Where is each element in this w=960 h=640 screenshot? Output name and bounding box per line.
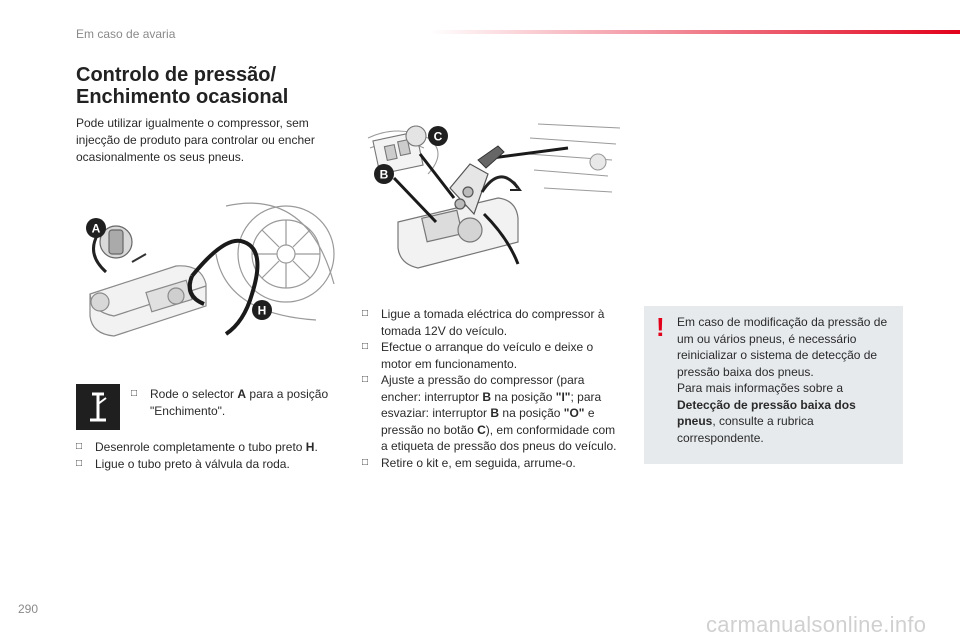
page-title — [76, 64, 288, 108]
checkbox-bullet-icon: □ — [362, 308, 369, 319]
exclamation-icon: ! — [656, 312, 665, 342]
left-step-list-2 — [76, 439, 346, 472]
header-accent-bar — [430, 30, 960, 34]
list-item: □ Ajuste a pressão do compressor (para encher: interruptor B na posição "I"; para esvaziar: interruptor B na posição "O" e pressão no botão C), em conformidade com a etiqueta de pressão dos pneus do veículo. — [362, 373, 617, 453]
list-item: □ Ligue o tubo preto à válvula da roda. — [76, 456, 290, 471]
list-item: □ Rode o selector A para a posição "Enchimento". — [131, 387, 329, 418]
label-h: H — [257, 303, 267, 318]
list-item: □ Retire o kit e, em seguida, arrume-o. — [362, 455, 576, 470]
checkbox-bullet-icon: □ — [76, 441, 83, 452]
section-header: Em caso de avaria — [76, 27, 176, 41]
label-a: A — [91, 221, 101, 236]
watermark: carmanualsonline.info — [706, 612, 927, 637]
warning-note — [644, 306, 903, 464]
list-item: □ Desenrole completamente o tubo preto H. — [76, 440, 318, 454]
tire-pictogram — [76, 384, 120, 430]
checkbox-bullet-icon: □ — [362, 341, 369, 352]
checkbox-bullet-icon: □ — [76, 457, 83, 469]
list-item: □ Efectue o arranque do veículo e deixe o motor em funcionamento. — [362, 340, 594, 371]
title-line-2: Enchimento ocasional — [76, 86, 289, 108]
compressor-illustration — [76, 194, 338, 354]
label-b: B — [379, 167, 389, 182]
checkbox-bullet-icon: □ — [362, 374, 369, 385]
warning-text: Em caso de modificação da pressão de um ou vários pneus, é necessário reinicializar o sistema de detecção de pressão baixa dos pneus. Para mais informações sobre a Detecção de pressão baixa dos pneus, consulte a rubrica correspondente. — [677, 315, 888, 445]
label-c: C — [433, 129, 443, 144]
dashboard-socket-illustration — [358, 118, 620, 298]
checkbox-bullet-icon: □ — [131, 388, 138, 399]
checkbox-bullet-icon: □ — [362, 456, 369, 468]
list-item: □ Ligue a tomada eléctrica do compressor à tomada 12V do veículo. — [362, 307, 605, 338]
left-step-list — [131, 386, 341, 419]
title-line-1: Controlo de pressão/ — [76, 64, 277, 86]
middle-step-list — [362, 306, 622, 471]
intro-paragraph: Pode utilizar igualmente o compressor, sem injecção de produto para controlar ou encher ocasionalmente os seus pneus. — [76, 116, 315, 164]
page-number: 290 — [18, 602, 39, 616]
